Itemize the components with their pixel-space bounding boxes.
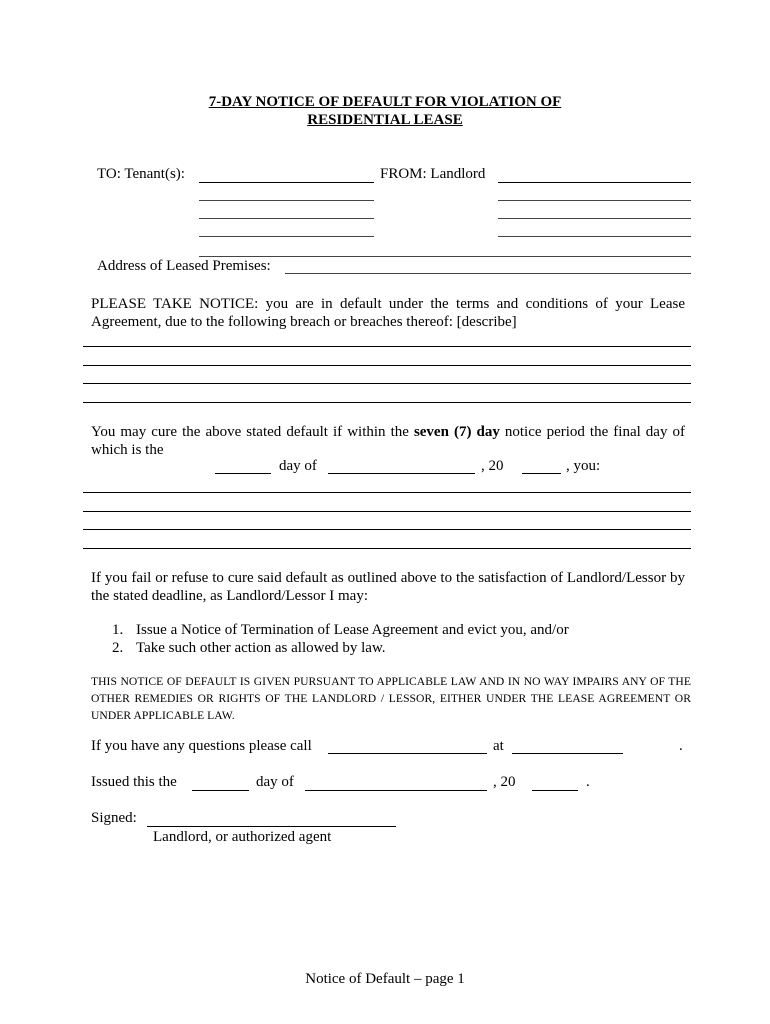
tenant-field-1[interactable] xyxy=(199,182,374,183)
cure-day-of-label: day of xyxy=(279,458,317,474)
cure-text-before: You may cure the above stated default if within the xyxy=(91,424,414,440)
premises-field-top[interactable] xyxy=(199,256,691,257)
questions-label: If you have any questions please call xyxy=(91,738,312,754)
cure-day-field[interactable] xyxy=(215,473,271,474)
breach-line-3[interactable] xyxy=(83,383,691,384)
cure-you-label: , you: xyxy=(566,458,601,474)
list-item-1-number: 1. xyxy=(112,622,124,638)
cure-year-prefix: , 20 xyxy=(481,458,504,474)
cure-text-after: notice period the final day of which is the xyxy=(91,424,685,458)
page-footer: Notice of Default – page 1 xyxy=(305,971,465,987)
landlord-field-1[interactable] xyxy=(498,182,691,183)
signature-caption: Landlord, or authorized agent xyxy=(153,829,332,845)
cure-line-3[interactable] xyxy=(83,529,691,530)
legal-disclaimer: THIS NOTICE OF DEFAULT IS GIVEN PURSUANT TO APPLICABLE LAW AND IN NO WAY IMPAIRS ANY OF THE OTHER REMEDIES OR RIGHTS OF THE LANDLORD / LESSOR, EITHER UNDER THE LEASE AGREEMENT OR UNDER APPLICABLE LAW. xyxy=(91,675,691,722)
landlord-field-4[interactable] xyxy=(498,236,691,237)
document-title-line-1: 7-DAY NOTICE OF DEFAULT FOR VIOLATION OF xyxy=(208,94,562,110)
issued-day-field[interactable] xyxy=(192,790,249,791)
cure-text-bold: seven (7) day xyxy=(413,424,500,440)
issued-year-prefix: , 20 xyxy=(493,774,516,790)
phone-field[interactable] xyxy=(328,753,487,754)
issued-period: . xyxy=(586,774,590,790)
issued-label: Issued this the xyxy=(91,774,177,790)
cure-paragraph xyxy=(91,423,685,459)
breach-line-2[interactable] xyxy=(83,365,691,366)
document-title-line-2: RESIDENTIAL LEASE xyxy=(307,112,463,128)
signature-field[interactable] xyxy=(147,826,396,827)
cure-line-2[interactable] xyxy=(83,511,691,512)
breach-line-4[interactable] xyxy=(83,402,691,403)
issued-year-field[interactable] xyxy=(532,790,578,791)
failure-paragraph: If you fail or refuse to cure said default as outlined above to the satisfaction of Landlord/Lessor by the stated deadline, as Landlord/Lessor I may: xyxy=(91,570,685,604)
cure-month-field[interactable] xyxy=(328,473,475,474)
issued-month-field[interactable] xyxy=(305,790,487,791)
cure-line-1[interactable] xyxy=(83,492,691,493)
issued-day-of-label: day of xyxy=(256,774,294,790)
signed-label: Signed: xyxy=(91,810,137,826)
tenant-field-3[interactable] xyxy=(199,218,374,219)
tenant-label: TO: Tenant(s): xyxy=(97,166,185,182)
questions-at-label: at xyxy=(493,738,504,754)
landlord-field-3[interactable] xyxy=(498,218,691,219)
premises-label: Address of Leased Premises: xyxy=(97,258,271,274)
list-item-1-text: Issue a Notice of Termination of Lease Agreement and evict you, and/or xyxy=(136,622,569,638)
contact-field[interactable] xyxy=(512,753,623,754)
questions-period: . xyxy=(679,738,683,754)
list-item-2-number: 2. xyxy=(112,640,124,656)
landlord-field-2[interactable] xyxy=(498,200,691,201)
landlord-label: FROM: Landlord xyxy=(380,166,486,182)
tenant-field-2[interactable] xyxy=(199,200,374,201)
cure-line-4[interactable] xyxy=(83,548,691,549)
tenant-field-4[interactable] xyxy=(199,236,374,237)
cure-year-field[interactable] xyxy=(522,473,561,474)
breach-line-1[interactable] xyxy=(83,346,691,347)
list-item-2-text: Take such other action as allowed by law. xyxy=(136,640,386,656)
premises-field[interactable] xyxy=(285,273,691,274)
notice-paragraph: PLEASE TAKE NOTICE: you are in default under the terms and conditions of your Lease Agreement, due to the following breach or breaches thereof: [describe] xyxy=(91,296,685,330)
